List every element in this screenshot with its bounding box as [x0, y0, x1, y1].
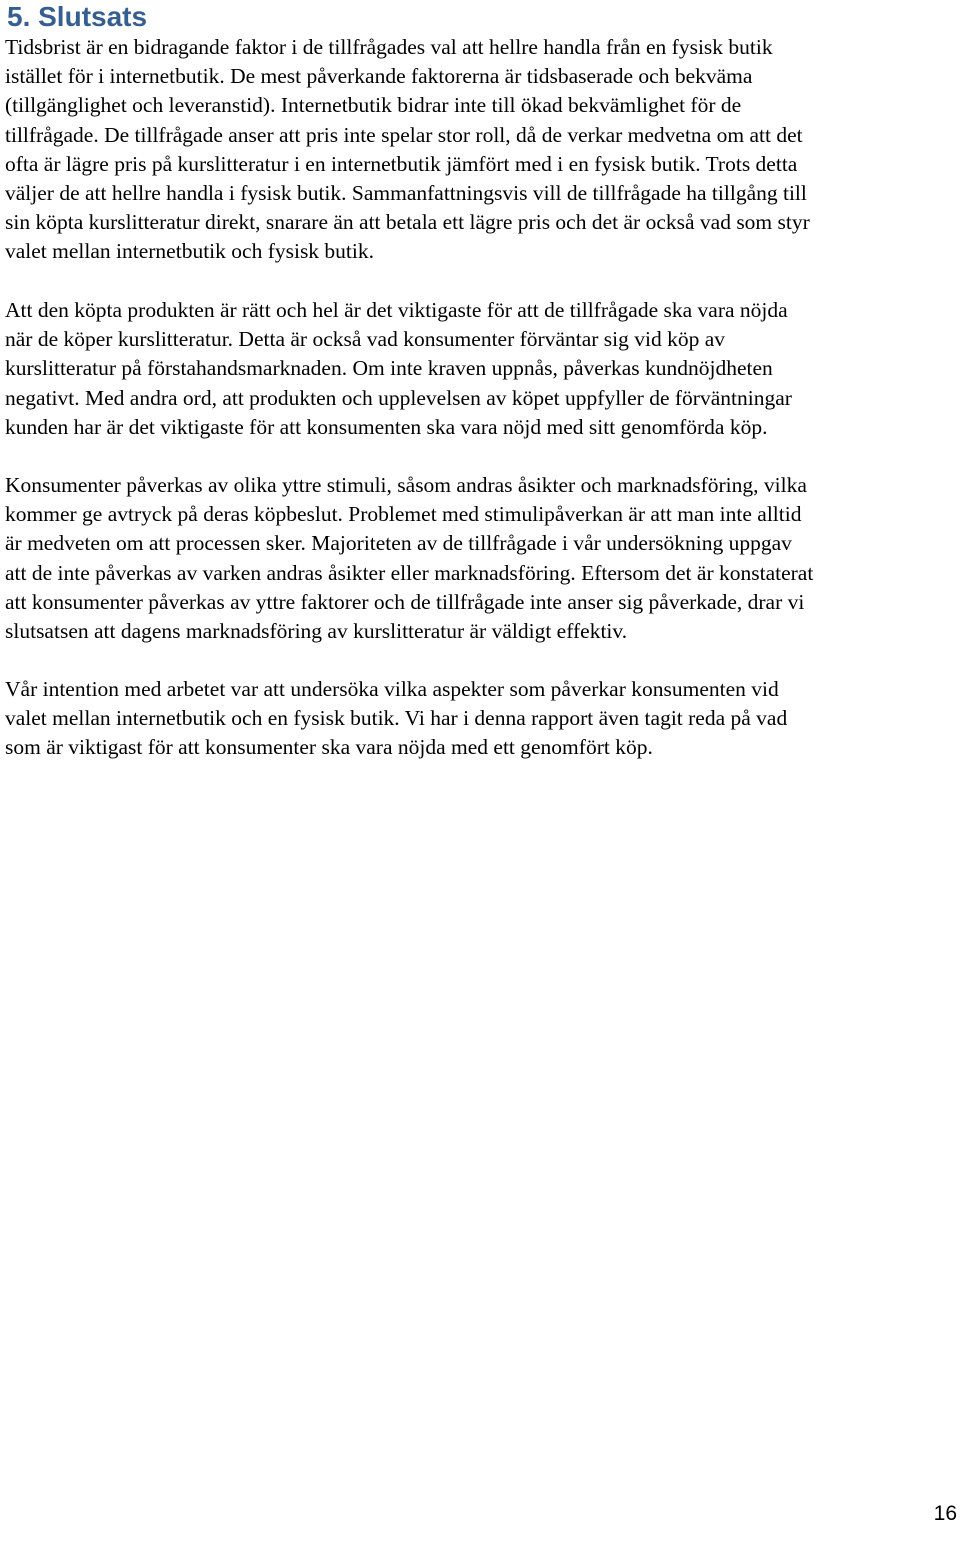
paragraph-line: Att den köpta produkten är rätt och hel är det viktigaste för att de tillfrågade ska vara nöjda [5, 298, 788, 322]
paragraph-2 [5, 296, 957, 442]
paragraph-line: att de inte påverkas av varken andras åsikter eller marknadsföring. Eftersom det är konstaterat [5, 560, 814, 585]
paragraph-line: negativt. Med andra ord, att produkten och upplevelsen av köpet uppfyller de förväntningar [5, 385, 792, 410]
paragraph-line: valet mellan internetbutik och en fysisk butik. Vi har i denna rapport även tagit reda på vad [5, 706, 788, 731]
paragraph-line: slutsatsen att dagens marknadsföring av kurslitteratur är väldigt effektiv. [5, 619, 628, 644]
paragraph-line: att konsumenter påverkas av yttre faktorer och de tillfrågade inte anser sig påverkade, drar vi [5, 589, 805, 614]
section-heading: 5. Slutsats [7, 1, 148, 32]
paragraph-line: kommer ge avtryck på deras köpbeslut. Problemet med stimulipåverkan är att man inte alltid [5, 502, 802, 527]
paragraph-line: kurslitteratur på förstahandsmarknaden. Om inte kraven uppnås, påverkas kundnöjdheten [5, 356, 773, 381]
paragraph-line: ofta är lägre pris på kurslitteratur i en internetbutik jämfört med i en fysisk butik. Trots detta [5, 151, 798, 176]
paragraph-line: kunden har är det viktigaste för att konsumenten ska vara nöjd med sitt genomförda köp. [5, 414, 768, 439]
page-number: 16 [933, 1502, 957, 1525]
paragraph-line: sin köpta kurslitteratur direkt, snarare än att betala ett lägre pris och det är också vad som styr [5, 210, 810, 235]
paragraph-line: när de köper kurslitteratur. Detta är också vad konsumenter förväntar sig vid köp av [5, 327, 726, 352]
paragraph-line: är medveten om att processen sker. Majoriteten av de tillfrågade i vår undersökning uppgav [5, 531, 792, 556]
paragraph-line: som är viktigast för att konsumenter ska vara nöjda med ett genomfört köp. [5, 735, 653, 760]
paragraph-line: Konsumenter påverkas av olika yttre stimuli, såsom andras åsikter och marknadsföring, vilka [5, 473, 807, 497]
paragraph-line: tillfrågade. De tillfrågade anser att pris inte spelar stor roll, då de verkar medvetna om att det [5, 122, 803, 147]
paragraph-line: istället för i internetbutik. De mest påverkande faktorerna är tidsbaserade och bekväma [5, 64, 753, 89]
paragraph-line: (tillgänglighet och leveranstid). Internetbutik bidrar inte till ökad bekvämlighet för de [5, 93, 742, 118]
paragraph-line: väljer de att hellre handla i fysisk butik. Sammanfattningsvis vill de tillfrågade ha tillgång till [5, 181, 807, 206]
paragraph-line: Vår intention med arbetet var att undersöka vilka aspekter som påverkar konsumenten vid [5, 677, 779, 701]
paragraph-line: Tidsbrist är en bidragande faktor i de tillfrågades val att hellre handla från en fysisk butik [5, 35, 773, 59]
paragraph-3 [5, 471, 957, 646]
paragraph-1 [5, 33, 957, 267]
paragraph-line: valet mellan internetbutik och fysisk butik. [5, 239, 375, 264]
paragraph-4 [5, 675, 957, 763]
